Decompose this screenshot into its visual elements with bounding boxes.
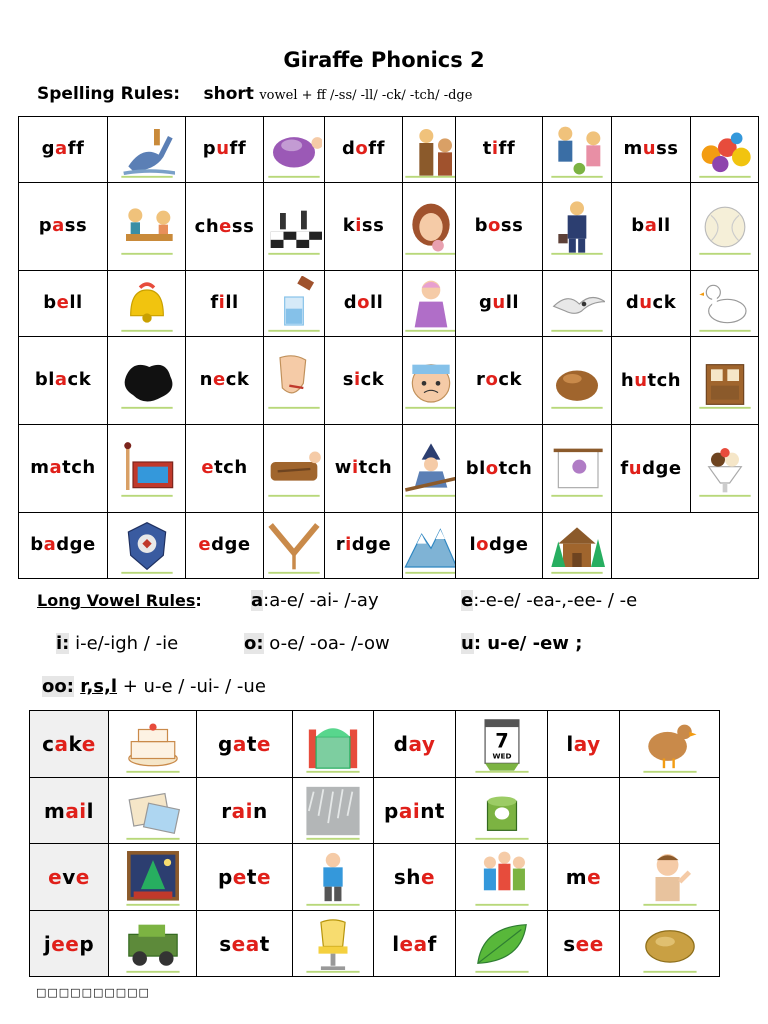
picture-cell — [620, 711, 720, 778]
word-vowel: a — [49, 457, 63, 479]
word-suffix: ck — [225, 369, 250, 391]
word-part: ee — [51, 931, 80, 956]
word-vowel: i — [491, 138, 499, 160]
word-cell — [456, 183, 543, 271]
messy-toys-icon — [697, 122, 753, 178]
word-part: e — [421, 865, 436, 889]
word-prefix: b — [474, 215, 489, 237]
word-suffix: ff — [229, 138, 247, 160]
rule-i: i: i-e/-igh / -ie — [56, 633, 179, 654]
word-suffix: ll — [657, 215, 671, 237]
word-vowel: e — [198, 534, 212, 556]
word-part: nt — [420, 798, 445, 823]
purple-puff-icon — [266, 122, 322, 178]
word-part: a — [54, 732, 69, 756]
word-part: n — [252, 798, 268, 823]
word-part: e — [587, 865, 602, 889]
word-part: ee — [575, 931, 604, 956]
word-cell — [186, 183, 264, 271]
word-cell — [19, 117, 108, 183]
picture-cell — [620, 844, 720, 911]
word-part: k — [68, 732, 82, 756]
word-prefix: ch — [194, 215, 220, 237]
word-prefix: p — [202, 138, 217, 160]
word-cell — [612, 425, 691, 513]
word-vowel: a — [52, 215, 65, 237]
word-prefix: h — [620, 369, 635, 391]
word-cell — [456, 117, 543, 183]
word-vowel: u — [628, 457, 643, 479]
word-prefix: l — [469, 534, 477, 556]
picture-cell — [403, 117, 456, 183]
word-part: ay — [573, 732, 601, 756]
long-table-row — [30, 844, 720, 911]
seed-icon — [641, 915, 699, 973]
short-table-row — [19, 117, 759, 183]
word-part: l — [566, 732, 574, 756]
rain-icon — [304, 782, 362, 840]
calendar-day-icon — [473, 715, 531, 773]
spelling-rules-text: vowel + ff /-ss/ -ll/ -ck/ -tch/ -dge — [259, 88, 473, 103]
word-part: e — [48, 865, 63, 889]
word-prefix: g — [41, 138, 56, 160]
word-cell — [186, 337, 264, 425]
picture-cell — [108, 183, 186, 271]
pass-dish-icon — [119, 199, 175, 255]
footer-note: □□□□□□□□□□ — [36, 986, 150, 999]
word-vowel: u — [634, 369, 648, 391]
word-suffix: tch — [358, 457, 393, 479]
picture-cell — [109, 844, 197, 911]
word-cell — [197, 844, 293, 911]
word-vowel: e — [219, 215, 232, 237]
picture-cell — [264, 183, 325, 271]
etching-icon — [266, 441, 322, 497]
word-cell — [19, 513, 108, 579]
word-suffix: ss — [500, 215, 524, 237]
witch-icon — [403, 441, 456, 497]
word-vowel: a — [644, 215, 658, 237]
empty-cell — [620, 778, 720, 844]
word-cell — [30, 711, 109, 778]
word-prefix: d — [343, 292, 358, 314]
picture-cell — [543, 337, 612, 425]
word-suffix: ss — [656, 138, 679, 160]
word-prefix: m — [623, 138, 643, 160]
word-suffix: ll — [369, 292, 384, 314]
calendar-weekday: WED — [492, 751, 511, 761]
word-cell — [612, 183, 691, 271]
word-vowel: i — [345, 534, 352, 556]
word-part: t — [246, 865, 257, 889]
word-part: a — [232, 732, 247, 756]
picture-cell — [108, 117, 186, 183]
word-prefix: k — [342, 215, 356, 237]
word-part: j — [43, 931, 52, 956]
word-part: m — [565, 865, 588, 889]
rule-e: e:-e-e/ -ea-,-ee- / -e — [461, 590, 638, 611]
word-part: ai — [231, 798, 253, 823]
leaf-icon — [473, 915, 531, 973]
sick-face-icon — [403, 353, 456, 409]
word-vowel: i — [355, 215, 362, 237]
word-vowel: i — [218, 292, 226, 314]
word-vowel: o — [488, 215, 501, 237]
word-part: s — [563, 931, 576, 956]
word-part: p — [384, 798, 399, 823]
picture-cell — [109, 711, 197, 778]
picture-cell — [403, 337, 456, 425]
seagull-icon — [549, 276, 605, 332]
spelling-rules — [37, 84, 472, 104]
word-prefix: r — [476, 369, 486, 391]
picture-cell — [456, 844, 548, 911]
word-cell — [456, 425, 543, 513]
word-cell — [19, 271, 108, 337]
word-prefix: f — [210, 292, 219, 314]
long-table-row — [30, 711, 720, 778]
rule-o: o: o-e/ -oa- /-ow — [244, 633, 390, 654]
picture-cell — [264, 425, 325, 513]
empty-cell — [548, 778, 620, 844]
calendar-number: 7 — [494, 729, 509, 753]
gate-icon — [304, 715, 362, 773]
word-vowel: i — [351, 457, 359, 479]
fill-glass-icon — [266, 276, 322, 332]
word-part: l — [86, 798, 95, 823]
word-suffix: ck — [652, 292, 677, 314]
short-table-row — [19, 271, 759, 337]
word-cell — [548, 711, 620, 778]
picture-cell — [108, 271, 186, 337]
spelling-rules-short: short — [203, 84, 254, 104]
short-vowel-table — [18, 116, 759, 579]
word-prefix: w — [334, 457, 352, 479]
rule-oo: oo: r,s,l + u-e / -ui- / -ue — [42, 676, 266, 697]
word-vowel: o — [485, 369, 499, 391]
word-cell — [19, 425, 108, 513]
word-vowel: a — [54, 369, 68, 391]
paint-can-icon — [473, 782, 531, 840]
word-cell — [374, 844, 456, 911]
word-suffix: ll — [69, 292, 83, 314]
word-suffix: ck — [498, 369, 522, 391]
picture-cell — [108, 425, 186, 513]
picture-cell — [456, 911, 548, 977]
word-vowel: u — [492, 292, 506, 314]
word-prefix: f — [620, 457, 629, 479]
word-cell — [325, 183, 403, 271]
word-suffix: ff — [498, 138, 516, 160]
hutch-icon — [697, 353, 753, 409]
long-table-row — [30, 911, 720, 977]
picture-cell — [293, 778, 374, 844]
word-vowel: u — [642, 138, 657, 160]
picture-cell — [543, 117, 612, 183]
short-table-row — [19, 337, 759, 425]
word-part: e — [256, 865, 272, 889]
word-part: p — [79, 931, 95, 956]
word-part: m — [43, 798, 66, 823]
word-suffix: ss — [64, 215, 88, 237]
picture-cell — [543, 425, 612, 513]
word-prefix: n — [199, 369, 213, 391]
word-vowel: e — [56, 292, 70, 314]
word-prefix: d — [625, 292, 640, 314]
picture-cell — [293, 844, 374, 911]
word-suffix: ff — [67, 138, 85, 160]
word-cell — [325, 425, 403, 513]
word-part: ea — [399, 931, 428, 956]
word-cell — [30, 911, 109, 977]
duck-icon — [697, 276, 753, 332]
word-vowel: o — [476, 534, 490, 556]
word-cell — [197, 778, 293, 844]
picture-cell — [691, 117, 759, 183]
word-cell — [548, 844, 620, 911]
word-prefix: r — [335, 534, 346, 556]
picture-cell — [109, 911, 197, 977]
matchbox-icon — [119, 441, 175, 497]
short-table-row — [19, 513, 759, 579]
black-blob-icon — [119, 353, 175, 409]
boy-me-icon — [641, 848, 699, 906]
mountain-ridge-icon — [403, 518, 456, 574]
picture-cell — [543, 513, 612, 579]
picture-cell — [620, 911, 720, 977]
word-vowel: i — [353, 369, 361, 391]
word-part: s — [219, 931, 232, 956]
picture-cell — [108, 337, 186, 425]
spelling-rules-label: Spelling Rules: — [37, 84, 181, 104]
picture-cell — [264, 271, 325, 337]
word-vowel: a — [55, 138, 68, 160]
page-title: Giraffe Phonics 2 — [283, 48, 485, 72]
word-part: ai — [65, 798, 87, 823]
fudge-sundae-icon — [697, 441, 753, 497]
picture-cell — [543, 271, 612, 337]
word-part: l — [392, 931, 400, 956]
picture-cell — [691, 271, 759, 337]
word-cell — [186, 513, 264, 579]
word-suffix: dge — [642, 457, 682, 479]
word-vowel: o — [357, 292, 370, 314]
chess-board-icon — [266, 199, 322, 255]
picture-cell — [691, 183, 759, 271]
word-part: f — [427, 931, 437, 956]
picture-cell — [293, 711, 374, 778]
word-cell — [456, 513, 543, 579]
picture-cell — [403, 183, 456, 271]
word-suffix: tch — [498, 457, 533, 479]
word-prefix: t — [482, 138, 492, 160]
word-vowel: a — [43, 534, 57, 556]
word-part: e — [81, 732, 96, 756]
word-cell — [30, 778, 109, 844]
word-suffix: dge — [56, 534, 96, 556]
word-prefix: g — [478, 292, 493, 314]
word-cell — [186, 425, 264, 513]
word-part: e — [75, 865, 90, 889]
word-suffix: ck — [67, 369, 92, 391]
word-cell — [548, 911, 620, 977]
long-table-row — [30, 778, 720, 844]
word-cell — [30, 844, 109, 911]
picture-cell — [264, 513, 325, 579]
word-cell — [374, 778, 456, 844]
word-suffix: tch — [647, 369, 682, 391]
police-badge-icon — [119, 518, 175, 574]
picture-cell — [108, 513, 186, 579]
word-vowel: o — [485, 457, 499, 479]
girl-she-icon — [473, 848, 531, 906]
word-cell — [374, 711, 456, 778]
picture-cell — [543, 183, 612, 271]
businessman-icon — [549, 199, 605, 255]
word-prefix: s — [342, 369, 354, 391]
word-part: v — [62, 865, 76, 889]
word-suffix: ss — [231, 215, 255, 237]
word-prefix: b — [631, 215, 645, 237]
picture-cell — [403, 513, 456, 579]
picture-cell — [691, 425, 759, 513]
word-cell — [612, 117, 691, 183]
girl-kiss-icon — [403, 199, 456, 255]
word-part: r — [221, 798, 232, 823]
word-suffix: ff — [368, 138, 385, 160]
word-vowel: o — [355, 138, 369, 160]
word-cell — [612, 271, 691, 337]
picture-cell — [109, 778, 197, 844]
rule-u: u: u-e/ -ew ; — [461, 633, 583, 654]
picture-cell — [456, 711, 548, 778]
picture-cell — [293, 911, 374, 977]
bird-fishing-icon — [119, 122, 175, 178]
rule-a: a:a-e/ -ai- /-ay — [251, 590, 379, 611]
word-cell — [197, 911, 293, 977]
word-cell — [325, 513, 403, 579]
rock-icon — [549, 353, 605, 409]
word-vowel: u — [216, 138, 230, 160]
man-doff-hat-icon — [403, 122, 456, 178]
christmas-eve-icon — [124, 848, 182, 906]
ball-icon — [697, 199, 753, 255]
word-suffix: ck — [360, 369, 385, 391]
picture-cell — [264, 117, 325, 183]
long-vowel-rules-heading: Long Vowel Rules: — [37, 591, 202, 610]
picture-cell — [691, 337, 759, 425]
doll-icon — [403, 276, 456, 332]
word-cell — [374, 911, 456, 977]
word-part: e — [232, 865, 247, 889]
word-cell — [456, 337, 543, 425]
word-cell — [186, 271, 264, 337]
short-table-row — [19, 425, 759, 513]
word-cell — [186, 117, 264, 183]
picture-cell — [403, 425, 456, 513]
word-suffix: tch — [214, 457, 248, 479]
word-suffix: dge — [211, 534, 251, 556]
word-cell — [325, 337, 403, 425]
word-suffix: ll — [225, 292, 239, 314]
word-suffix: ss — [361, 215, 385, 237]
word-part: d — [393, 732, 409, 756]
cake-icon — [124, 715, 182, 773]
word-part: t — [246, 732, 257, 756]
word-prefix: b — [43, 292, 57, 314]
picture-cell — [264, 337, 325, 425]
neck-icon — [266, 353, 322, 409]
jeep-icon — [124, 915, 182, 973]
word-suffix: ll — [505, 292, 520, 314]
word-cell — [612, 337, 691, 425]
word-vowel: e — [201, 457, 215, 479]
bell-icon — [119, 276, 175, 332]
word-vowel: e — [212, 369, 226, 391]
word-cell — [325, 117, 403, 183]
word-part: p — [217, 865, 233, 889]
word-part: c — [42, 732, 55, 756]
empty-cell — [612, 513, 759, 579]
word-vowel: u — [639, 292, 653, 314]
word-part: ay — [408, 732, 436, 756]
word-part: sh — [393, 865, 422, 889]
word-cell — [325, 271, 403, 337]
boy-pete-icon — [304, 848, 362, 906]
word-suffix: tch — [62, 457, 96, 479]
short-table-row — [19, 183, 759, 271]
word-part: ai — [398, 798, 421, 823]
stained-cloth-icon — [549, 441, 605, 497]
edge-icon — [266, 518, 322, 574]
word-suffix: dge — [351, 534, 392, 556]
word-cell — [19, 183, 108, 271]
word-part: t — [259, 931, 270, 956]
word-prefix: m — [30, 457, 50, 479]
seat-icon — [304, 915, 362, 973]
word-prefix: bl — [34, 369, 55, 391]
hen-lay-icon — [641, 715, 699, 773]
kids-arguing-icon — [549, 122, 605, 178]
word-part: ea — [231, 931, 260, 956]
long-vowel-table — [29, 710, 720, 977]
word-suffix: dge — [489, 534, 529, 556]
word-cell — [456, 271, 543, 337]
long-vowel-rules — [0, 590, 768, 710]
word-prefix: d — [342, 138, 356, 160]
word-cell — [197, 711, 293, 778]
mail-icon — [124, 782, 182, 840]
word-prefix: bl — [465, 457, 486, 479]
picture-cell — [403, 271, 456, 337]
word-cell — [19, 337, 108, 425]
picture-cell — [456, 778, 548, 844]
word-part: e — [256, 732, 271, 756]
word-part: g — [218, 732, 233, 756]
lodge-cabin-icon — [549, 518, 605, 574]
word-prefix: b — [30, 534, 44, 556]
word-prefix: p — [38, 215, 53, 237]
